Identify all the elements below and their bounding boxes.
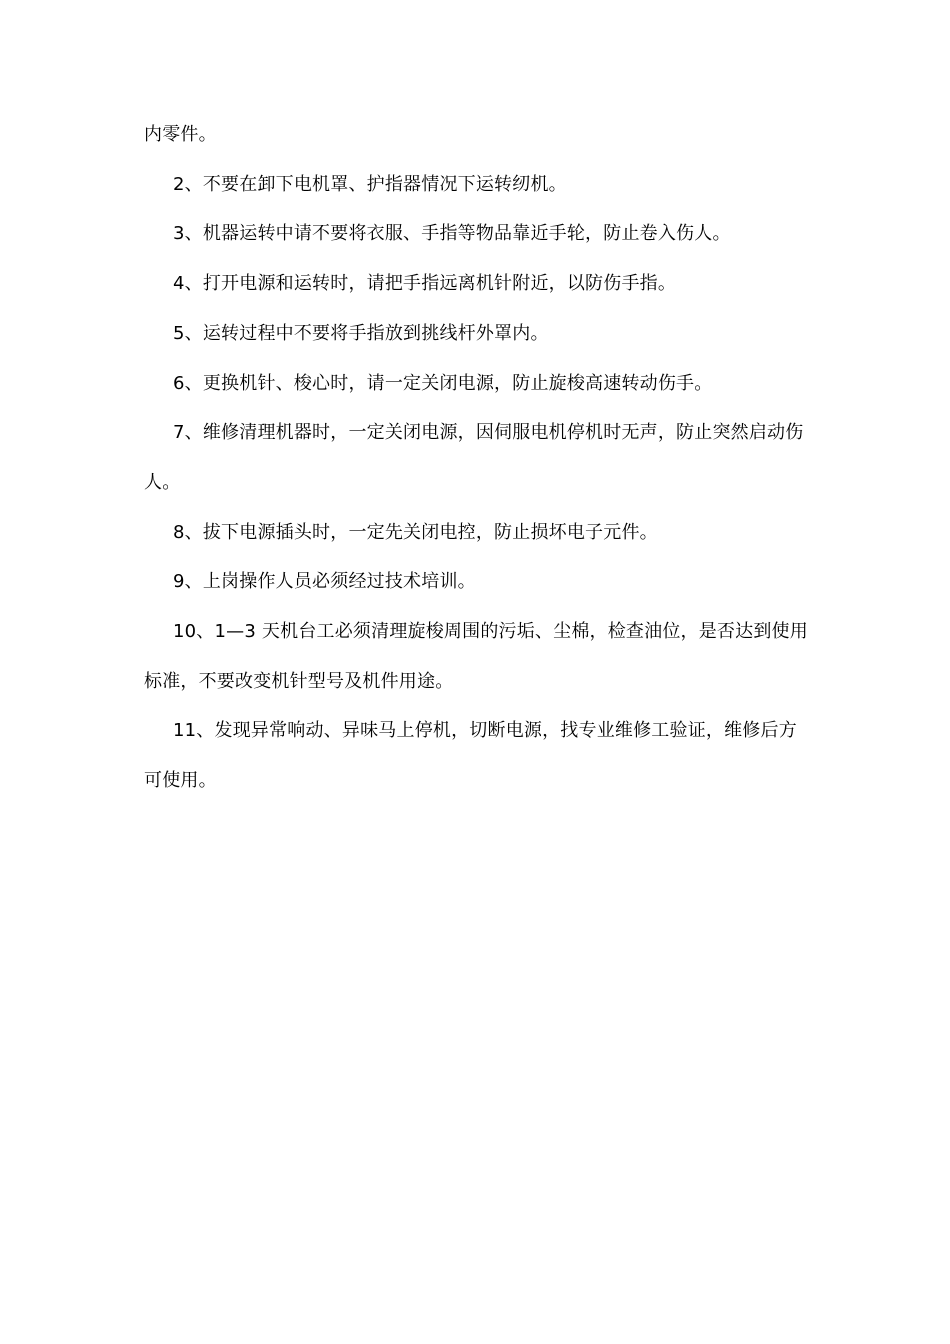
list-item-5: 5、运转过程中不要将手指放到挑线杆外罩内。 (173, 322, 549, 344)
list-item-10: 10、1—3 天机台工必须清理旋梭周围的污垢、尘棉，检查油位，是否达到使用标准，不要改变机针型号及机件用途。 (144, 621, 808, 692)
list-item-9: 9、上岗操作人员必须经过技术培训。 (173, 571, 476, 593)
list-item-6: 6、更换机针、梭心时，请一定关闭电源，防止旋梭高速转动伤手。 (173, 372, 713, 394)
list-item-11: 11、发现异常响动、异味马上停机，切断电源，找专业维修工验证，维修后方可使用。 (144, 720, 797, 792)
document-body (144, 110, 808, 806)
list-item-7: 7、维修清理机器时，一定关闭电源，因伺服电机停机时无声，防止突然启动伤人。 (144, 422, 804, 493)
list-item-4: 4、打开电源和运转时，请把手指远离机针附近，以防伤手指。 (173, 273, 677, 295)
list-item-8: 8、拔下电源插头时，一定先关闭电控，防止损坏电子元件。 (173, 521, 658, 543)
list-item-2: 2、不要在卸下电机罩、护指器情况下运转纫机。 (173, 173, 567, 195)
list-item-3: 3、机器运转中请不要将衣服、手指等物品靠近手轮，防止卷入伤人。 (173, 223, 731, 245)
paragraph-continuation: 内零件。 (144, 124, 217, 145)
